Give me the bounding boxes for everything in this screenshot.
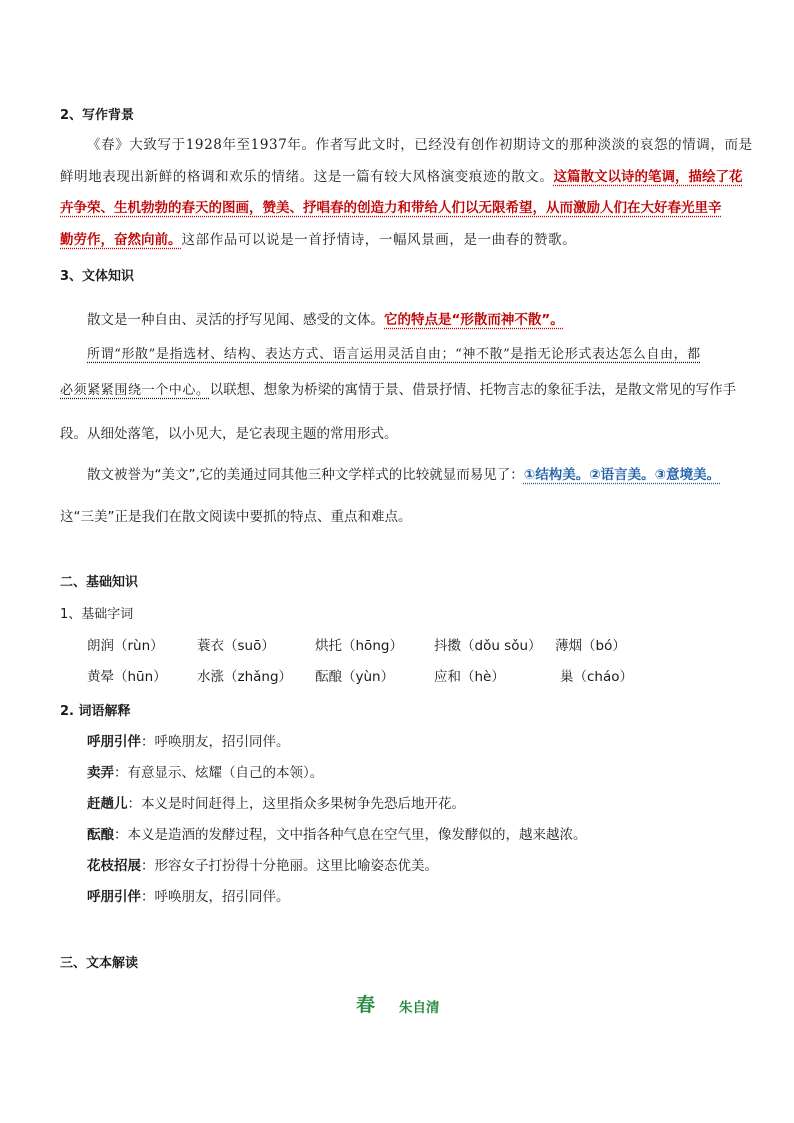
definition-item <box>87 854 438 874</box>
vocab-item: 蓑衣（suō） <box>197 638 275 654</box>
definition-text: ：本义是时间赶得上，这里指众多果树争先恐后地开花。 <box>127 796 465 812</box>
definition-text: ：呼唤朋友，招引同伴。 <box>141 889 290 905</box>
genre-para-3-plain: 散文被誉为“美文”,它的美通过同其他三种文学样式的比较就显而易见了： <box>87 467 524 483</box>
section-heading-background: 2、写作背景 <box>60 108 135 123</box>
definition-text: ：形容女子打扮得十分艳丽。这里比喻姿态优美。 <box>141 858 438 874</box>
background-line-4-plain: 这部作品可以说是一首抒情诗，一幅风景画，是一曲春的赞歌。 <box>181 232 577 248</box>
definition-term: 卖弄 <box>87 765 114 781</box>
section-heading-reading: 三、文本解读 <box>60 956 139 971</box>
essay-author: 朱自清 <box>399 1000 440 1016</box>
genre-para-2-dotted: 必须紧紧围绕一个中心。 <box>60 383 210 398</box>
definition-text: ：呼唤朋友，招引同伴。 <box>141 734 290 750</box>
definition-term: 赶趟儿 <box>87 796 128 812</box>
definition-item <box>87 792 465 812</box>
definition-term: 呼朋引伴 <box>87 734 141 750</box>
subheading-definitions: 2. 词语解释 <box>60 704 131 719</box>
genre-para-2-line-1: 所谓“形散”是指选材、结构、表达方式、语言运用灵活自由；“神不散”是指无论形式表达怎么自由，都 <box>87 347 701 362</box>
background-line-4 <box>60 228 576 248</box>
section-heading-basics: 二、基础知识 <box>60 575 139 590</box>
background-line-2-plain: 鲜明地表现出新鲜的格调和欢乐的情绪。这是一篇有较大风格演变痕迹的散文。 <box>60 169 554 185</box>
vocab-item: 水涨（zhǎng） <box>197 669 293 685</box>
section-heading-genre: 3、文体知识 <box>60 269 135 284</box>
genre-para-1 <box>87 308 564 328</box>
vocab-item: 抖擞（dǒu sǒu） <box>434 638 542 654</box>
genre-para-3-line-2: 这“三美”正是我们在散文阅读中要抓的特点、重点和难点。 <box>60 509 412 525</box>
genre-para-2-line-3: 段。从细处落笔，以小见大，是它表现主题的常用形式。 <box>60 426 398 442</box>
definition-item <box>87 761 323 781</box>
background-line-2 <box>60 165 743 185</box>
genre-feature-highlight: 它的特点是“形散而神不散”。 <box>384 312 564 328</box>
highlight-red-text: 这篇散文以诗的笔调，描绘了花 <box>553 169 743 185</box>
definition-term: 酝酿 <box>87 827 114 843</box>
vocab-item: 应和（hè） <box>434 669 505 685</box>
vocab-item: 酝酿（yùn） <box>315 669 395 685</box>
genre-para-3-line-1 <box>87 463 720 483</box>
background-line-1: 《春》大致写于1928年至1937年。作者写此文时，已经没有创作初期诗文的那种淡淡的哀怨的情调，而是 <box>87 137 753 153</box>
definition-text: ：本义是造酒的发酵过程，文中指各种气息在空气里，像发酵似的，越来越浓。 <box>114 827 587 843</box>
definition-text: ：有意显示、炫耀（自己的本领）。 <box>114 765 324 781</box>
genre-para-2-line-2 <box>60 378 736 398</box>
vocab-item: 薄烟（bó） <box>555 638 626 654</box>
vocab-item: 烘托（hōng） <box>315 638 403 654</box>
vocab-item: 朗润（rùn） <box>87 638 164 654</box>
background-line-3-highlight: 卉争荣、生机勃勃的春天的图画，赞美、抒唱春的创造力和带给人们以无限希望，从而激励人们在大好春光里辛 <box>60 200 722 216</box>
vocab-item: 黄晕（hūn） <box>87 669 167 685</box>
subheading-words: 1、基础字词 <box>60 607 134 622</box>
genre-para-2-plain: 以联想、想象为桥梁的寓情于景、借景抒情、托物言志的象征手法，是散文常见的写作手 <box>209 382 737 398</box>
definition-item <box>87 730 290 750</box>
highlight-red-text-end: 勤劳作，奋然向前。 <box>60 232 182 248</box>
genre-para-1-plain: 散文是一种自由、灵活的抒写见闻、感受的文体。 <box>87 312 384 328</box>
vocab-item: 巢（cháo） <box>560 669 634 685</box>
definition-term: 呼朋引伴 <box>87 889 141 905</box>
three-beauties-highlight: ①结构美。②语言美。③意境美。 <box>523 467 721 483</box>
definition-term: 花枝招展 <box>87 858 141 874</box>
essay-title: 春 <box>356 994 376 1016</box>
definition-item <box>87 885 290 905</box>
definition-item <box>87 823 587 843</box>
